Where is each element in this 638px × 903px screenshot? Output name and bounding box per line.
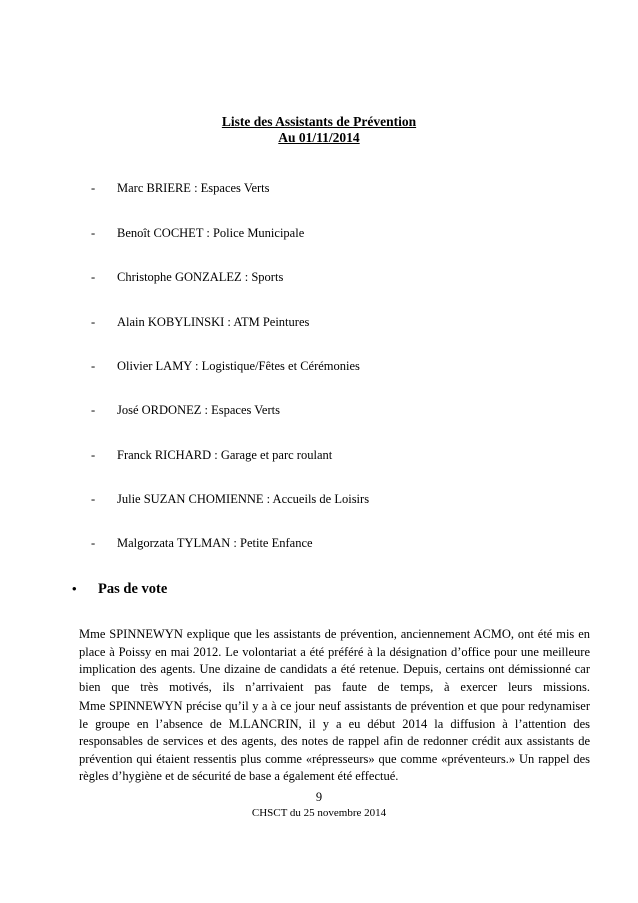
list-item xyxy=(91,180,591,196)
list-item xyxy=(91,358,591,374)
assistant-name: Christophe GONZALEZ : Sports xyxy=(117,270,284,284)
list-item xyxy=(91,535,591,551)
dash-bullet: - xyxy=(91,359,96,373)
assistant-name: José ORDONEZ : Espaces Verts xyxy=(117,403,280,417)
list-item xyxy=(91,447,591,463)
round-bullet-icon: • xyxy=(72,581,77,596)
list-item xyxy=(91,491,591,507)
list-item xyxy=(91,402,591,418)
assistant-name: Julie SUZAN CHOMIENNE : Accueils de Loisirs xyxy=(117,492,370,506)
dash-bullet: - xyxy=(91,536,96,550)
page-footer: CHSCT du 25 novembre 2014 xyxy=(251,807,387,819)
document-date: Au 01/11/2014 xyxy=(278,130,360,145)
page-number: 9 xyxy=(315,790,323,804)
assistant-name: Franck RICHARD : Garage et parc roulant xyxy=(117,448,333,462)
paragraph-history: Mme SPINNEWYN explique que les assistants de prévention, anciennement ACMO, ont été mis en place à Poissy en mai 2012. Le volontariat a été préféré à la désignation d’office pour une meilleure implication des agents. Une dizaine de candidats a été retenue. Depuis, certains ont démissionné car bien que très motivés, ils n’arrivaient pas faute de temps, à exercer leurs missions. xyxy=(79,627,590,694)
dash-bullet: - xyxy=(91,315,96,329)
section-heading-text: Pas de vote xyxy=(98,581,168,597)
assistant-name: Marc BRIERE : Espaces Verts xyxy=(117,181,270,195)
document-title: Liste des Assistants de Prévention xyxy=(221,114,417,129)
list-item xyxy=(91,269,591,285)
dash-bullet: - xyxy=(91,226,96,240)
dash-bullet: - xyxy=(91,403,96,417)
dash-bullet: - xyxy=(91,181,96,195)
assistant-name: Malgorzata TYLMAN : Petite Enfance xyxy=(117,536,313,550)
section-heading xyxy=(72,580,167,598)
paragraph-current-status: Mme SPINNEWYN précise qu’il y a à ce jour neuf assistants de prévention et que pour redynamiser le groupe en l’absence de M.LANCRIN, il y a eu début 2014 la diffusion à l’attention des responsables de services et des agents, des notes de rappel afin de redonner crédit aux assistants de prévention qui étaient ressentis plus comme «répresseurs» que comme «préventeurs.» Un rappel des règles d’hygiène et de sécurité de base a également été effectué. xyxy=(79,699,590,783)
assistant-name: Olivier LAMY : Logistique/Fêtes et Cérémonies xyxy=(117,359,360,373)
dash-bullet: - xyxy=(91,492,96,506)
list-item xyxy=(91,225,591,241)
list-item xyxy=(91,314,591,330)
dash-bullet: - xyxy=(91,448,96,462)
assistant-name: Benoît COCHET : Police Municipale xyxy=(117,226,305,240)
dash-bullet: - xyxy=(91,270,96,284)
assistant-name: Alain KOBYLINSKI : ATM Peintures xyxy=(117,315,310,329)
